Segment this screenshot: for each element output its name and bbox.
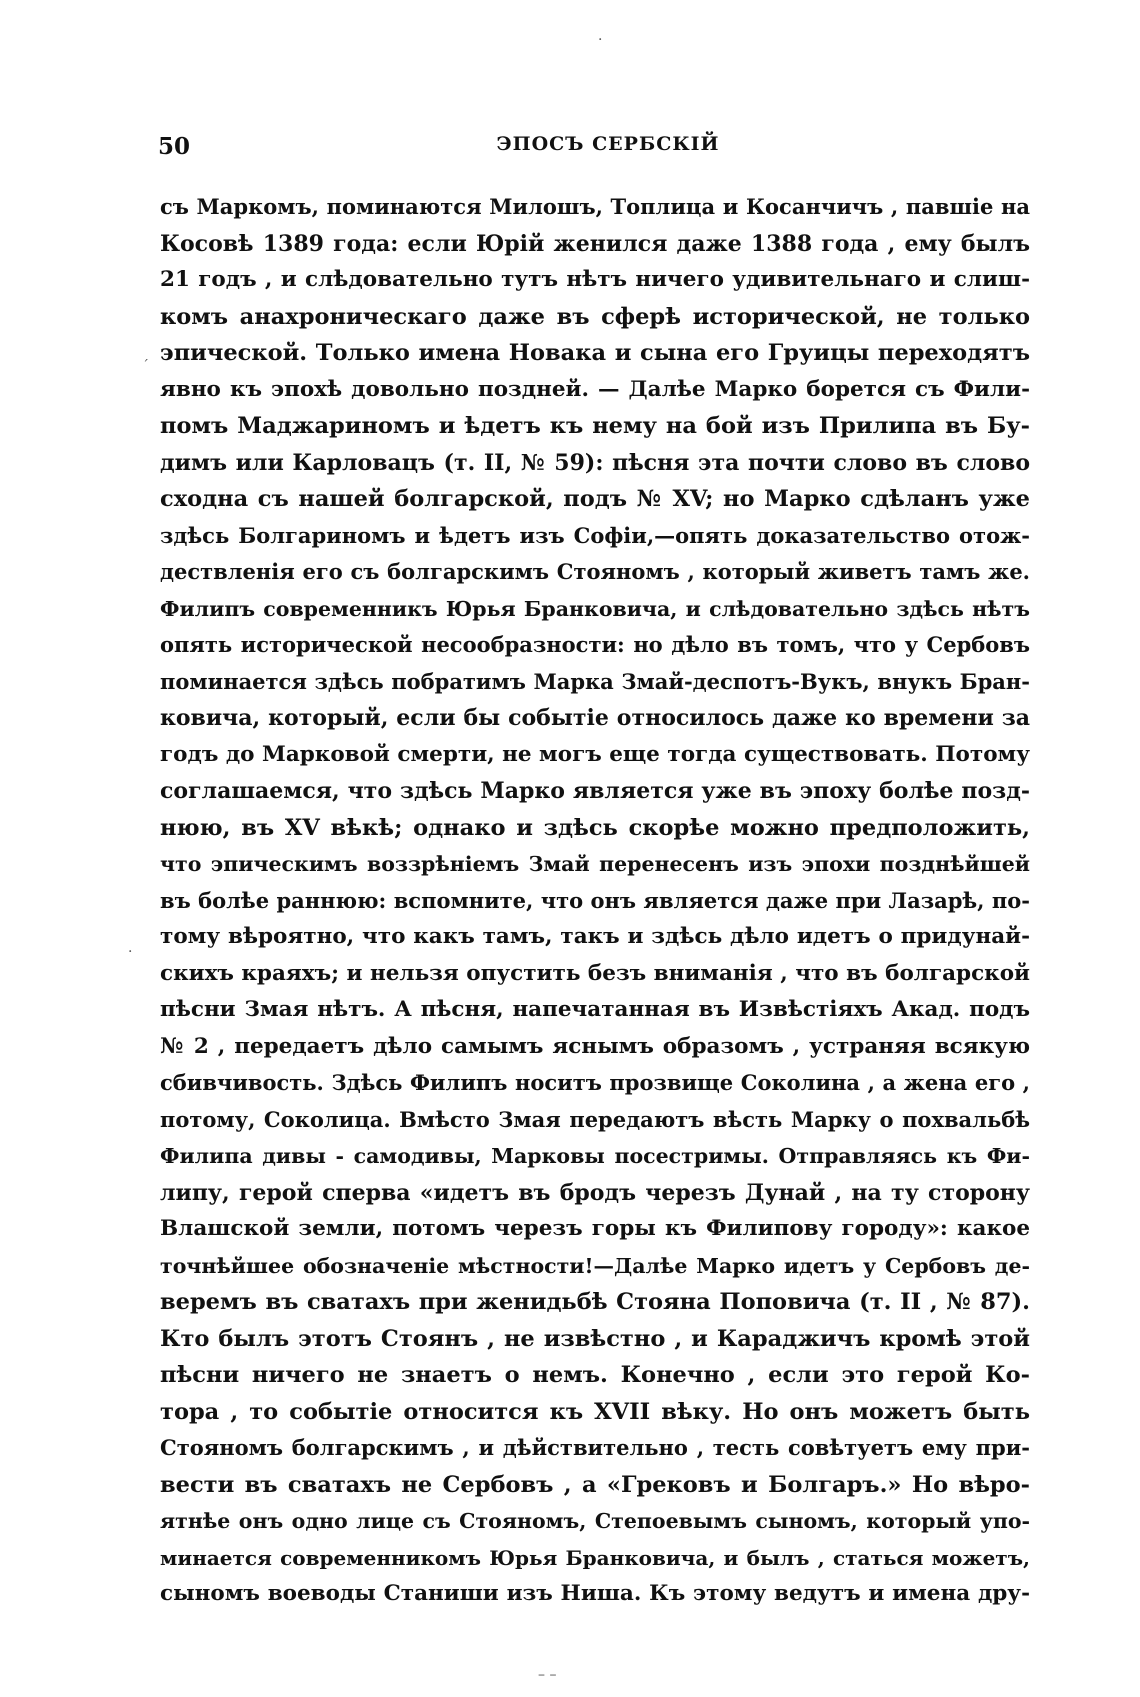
text-line: Филипъ современникъ Юрья Бранковича, и слѣдовательно здѣсь нѣтъ [160, 596, 1030, 621]
text-line: тому вѣроятно, что какъ тамъ, такъ и здѣсь дѣло идетъ о придунай- [160, 924, 1030, 949]
text-line: опять исторической несообразности: но дѣло въ томъ, что у Сербовъ [160, 632, 1030, 657]
text-line: комъ анахроническаго даже въ сферѣ исторической, не только [160, 303, 1030, 330]
text-line: ятнѣе онъ одно лице съ Стояномъ, Степоевымъ сыномъ, который упо- [160, 1509, 1030, 1533]
text-line: Влашской земли, потомъ черезъ горы къ Филипову городу»: какое [160, 1216, 1030, 1241]
text-line: явно къ эпохѣ довольно поздней. — Далѣе Марко борется съ Фили- [160, 376, 1030, 402]
text-line: Кто былъ этотъ Стоянъ , не извѣстно , и Караджичъ кромѣ этой [160, 1325, 1030, 1352]
page-number: 50 [158, 133, 191, 160]
bottom-dash-mark: – – [538, 1667, 557, 1683]
text-line: помъ Маджариномъ и ѣдетъ къ нему на бой изъ Прилипа въ Бу- [160, 413, 1030, 439]
text-line: вести въ сватахъ не Сербовъ , а «Грековъ и Болгаръ.» Но вѣро- [160, 1471, 1030, 1498]
text-line: димъ или Карловацъ (т. II, № 59): пѣсня эта почти слово въ слово [160, 449, 1030, 476]
text-line: сбивчивость. Здѣсь Филипъ носитъ прозвище Соколина , а жена его , [160, 1070, 1030, 1095]
text-line: соглашаемся, что здѣсь Марко является уже въ эпоху болѣе позд- [160, 778, 1030, 804]
text-line: липу, герой сперва «идетъ въ бродъ черезъ Дунай , на ту сторону [160, 1179, 1030, 1206]
text-line: пѣсни ничего не знаетъ о немъ. Конечно , если это герой Ко- [160, 1362, 1030, 1388]
body-text [160, 189, 1030, 1613]
text-line: въ болѣе раннюю: вспомните, что онъ является даже при Лазарѣ, по- [160, 887, 1030, 913]
text-line: годъ до Марковой смерти, не могъ еще тогда существовать. Потому [160, 741, 1030, 767]
text-line: сыномъ воеводы Станиши изъ Ниша. Къ этому ведутъ и имена дру- [160, 1581, 1030, 1606]
text-line: здѣсь Болгариномъ и ѣдетъ изъ Софіи,—опять доказательство отож- [160, 522, 1030, 548]
text-line: Филипа дивы - самодивы, Марковы посестримы. Отправляясь къ Фи- [160, 1144, 1030, 1168]
scan-speck: · [598, 32, 603, 48]
margin-mark: · [128, 944, 133, 960]
text-line: пѣсни Змая нѣтъ. А пѣсня, напечатанная въ Извѣстіяхъ Акад. подъ [160, 997, 1030, 1022]
text-line: Косовѣ 1389 года: если Юрій женился даже 1388 года , ему былъ [160, 230, 1030, 257]
text-line: тора , то событіе относится къ XVII вѣку. Но онъ можетъ быть [160, 1398, 1030, 1425]
text-line: 21 годъ , и слѣдовательно тутъ нѣтъ ничего удивительнаго и слиш- [160, 267, 1030, 292]
text-line: Стояномъ болгарскимъ , и дѣйствительно , тесть совѣтуетъ ему при- [160, 1435, 1030, 1460]
text-line: точнѣйшее обозначеніе мѣстности!—Далѣе Марко идетъ у Сербовъ де- [160, 1253, 1030, 1278]
text-line: съ Маркомъ, поминаются Милошъ, Топлица и Косанчичъ , павшіе на [160, 194, 1030, 219]
text-line: что эпическимъ воззрѣніемъ Змай перенесенъ изъ эпохи позднѣйшей [160, 852, 1030, 876]
text-line: потому, Соколица. Вмѣсто Змая передаютъ вѣсть Марку о похвальбѣ [160, 1106, 1030, 1132]
text-line: № 2 , передаетъ дѣло самымъ яснымъ образомъ , устраняя всякую [160, 1033, 1030, 1059]
running-title: ЭПОСЪ СЕРБСКІЙ [496, 133, 720, 155]
text-line: скихъ краяхъ; и нельзя опустить безъ вниманія , что въ болгарской [160, 960, 1030, 986]
text-line: ковича, который, если бы событіе относилось даже ко времени за [160, 705, 1030, 731]
margin-mark: ˊ [142, 358, 149, 374]
text-line: эпической. Только имена Новака и сына его Груицы переходятъ [160, 340, 1030, 366]
text-line: нюю, въ XV вѣкѣ; однако и здѣсь скорѣе можно предположить, [160, 814, 1030, 841]
text-line: веремъ въ сватахъ при женидьбѣ Стояна Поповича (т. II , № 87). [160, 1289, 1030, 1315]
text-line: дествленія его съ болгарскимъ Стояномъ , который живетъ тамъ же. [160, 559, 1030, 584]
page-header [158, 133, 1003, 173]
text-line: минается современникомъ Юрья Бранковича, и былъ , статься можетъ, [160, 1545, 1030, 1570]
text-line: сходна съ нашей болгарской, подъ № XV; но Марко сдѣланъ уже [160, 486, 1030, 512]
text-line: поминается здѣсь побратимъ Марка Змай-деспотъ-Вукъ, внукъ Бран- [160, 668, 1030, 694]
